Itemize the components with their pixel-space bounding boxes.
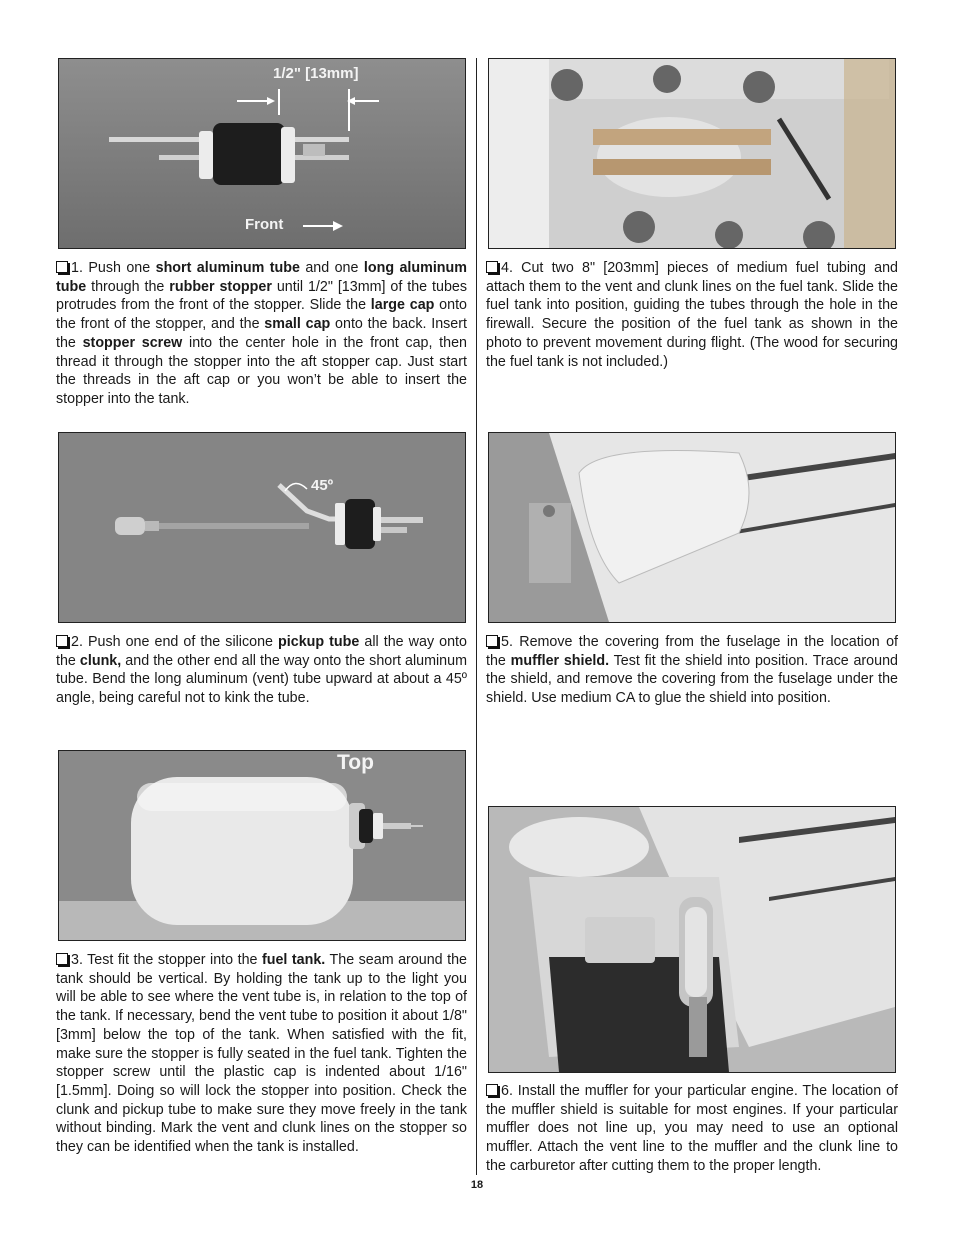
step-text-run: and one	[299, 260, 364, 276]
photo-label-top: Top	[337, 751, 374, 774]
step-checkbox[interactable]	[486, 635, 498, 647]
step-4-text	[486, 259, 898, 371]
step-term: stopper screw	[82, 334, 183, 351]
step-text-run: 5. Remove the covering from the fuselage in the location of the	[486, 634, 898, 669]
photo-label-angle: 45º	[311, 477, 334, 494]
step-2-text	[56, 633, 467, 708]
step-term: rubber stopper	[169, 278, 272, 295]
step-term: large cap	[370, 297, 435, 314]
stopper-assembly-photo	[58, 58, 466, 249]
fuel-tank-photo	[58, 750, 466, 941]
step-text-run: all the way onto the	[56, 634, 467, 669]
step-checkbox[interactable]	[486, 261, 498, 273]
step-term: pickup tube	[278, 634, 360, 650]
step-checkbox[interactable]	[56, 953, 68, 965]
pickup-tube-photo	[58, 432, 466, 623]
step-checkbox[interactable]	[56, 635, 68, 647]
step-text-run: and the other end all the way onto the short aluminum tube. Bend the long aluminum (vent) tube upward at about a 45º angle, being careful not to kink the tube.	[56, 652, 467, 707]
step-text-run: The seam around the tank should be vertical. By holding the tank up to the light you will be able to see where the vent tube is, in relation to the top of the tank. If necessary, bend the vent tube to position it about 1/8" [3mm] below the top of the tank. When satisfied with the fit, make sure the stopper is fully seated in the fuel tank. Tighten the stopper screw until the plastic cap is indented about 1/16" [1.5mm]. Doing so will lock the stopper into position. Check the clunk and pickup tube to make sure they move freely in the tank without binding. Mark the vent and clunk lines on the stopper so they can be identified when the tank is installed.	[56, 952, 467, 1156]
step-text-run: until 1/2" [13mm] of the tubes protrudes from the front of the stopper. Slide the	[56, 278, 468, 314]
step-term: fuel tank.	[261, 952, 326, 968]
tank-installed-photo	[488, 58, 896, 249]
step-text-run: 6. Install the muffler for your particular engine. The location of the muffler shield is suitable for most engines. If your particular muffler does not line up, you may need to use an optional muffler. Attach the vent line to the muffler and the clunk line to the carburetor after cutting them to the proper length.	[486, 1083, 898, 1174]
step-5-text	[486, 633, 898, 708]
step-checkbox[interactable]	[56, 261, 68, 273]
muffler-shield-photo	[488, 432, 896, 623]
page-number: 18	[470, 1179, 484, 1191]
step-checkbox[interactable]	[486, 1084, 498, 1096]
step-text-run: 2. Push one end of the silicone	[71, 634, 279, 650]
step-3-text	[56, 951, 467, 1157]
step-term: clunk,	[79, 652, 122, 669]
column-divider	[476, 58, 477, 1175]
photo-label-front: Front	[245, 216, 284, 233]
step-term: muffler shield.	[510, 652, 610, 669]
muffler-installed-photo	[488, 806, 896, 1073]
step-1-text	[56, 259, 467, 409]
step-text-run: 4. Cut two 8" [203mm] pieces of medium fuel tubing and attach them to the vent and clunk lines on the fuel tank. Slide the fuel tank into position, guiding the tubes through the hole in the firewall. Secure the position of the fuel tank as shown in the photo to prevent movement during flight. (The wood for securing the fuel tank is not included.)	[486, 260, 898, 370]
step-term: long aluminum tube	[56, 260, 467, 295]
step-text-run: into the center hole in the front cap, then thread it through the stopper into the aft stopper cap. Just start the threads in the aft cap or you won’t be able to insert the stopper into the tank.	[56, 334, 467, 407]
step-text-run: through the	[86, 278, 170, 295]
step-text-run: 3. Test fit the stopper into the	[71, 952, 262, 968]
photo-label-measure: 1/2" [13mm]	[273, 65, 359, 82]
step-text-run: onto the back. Insert the	[56, 316, 467, 351]
step-text-run: onto the front of the stopper, and the	[56, 297, 467, 333]
step-term: short aluminum tube	[155, 260, 300, 276]
step-6-text	[486, 1082, 898, 1176]
step-text-run: Test fit the shield into position. Trace around the shield, and remove the covering from the fuselage under the shield. Use medium CA to glue the shield into position.	[486, 652, 898, 707]
step-text-run: 1. Push one	[71, 260, 156, 276]
step-term: small cap	[264, 316, 331, 333]
